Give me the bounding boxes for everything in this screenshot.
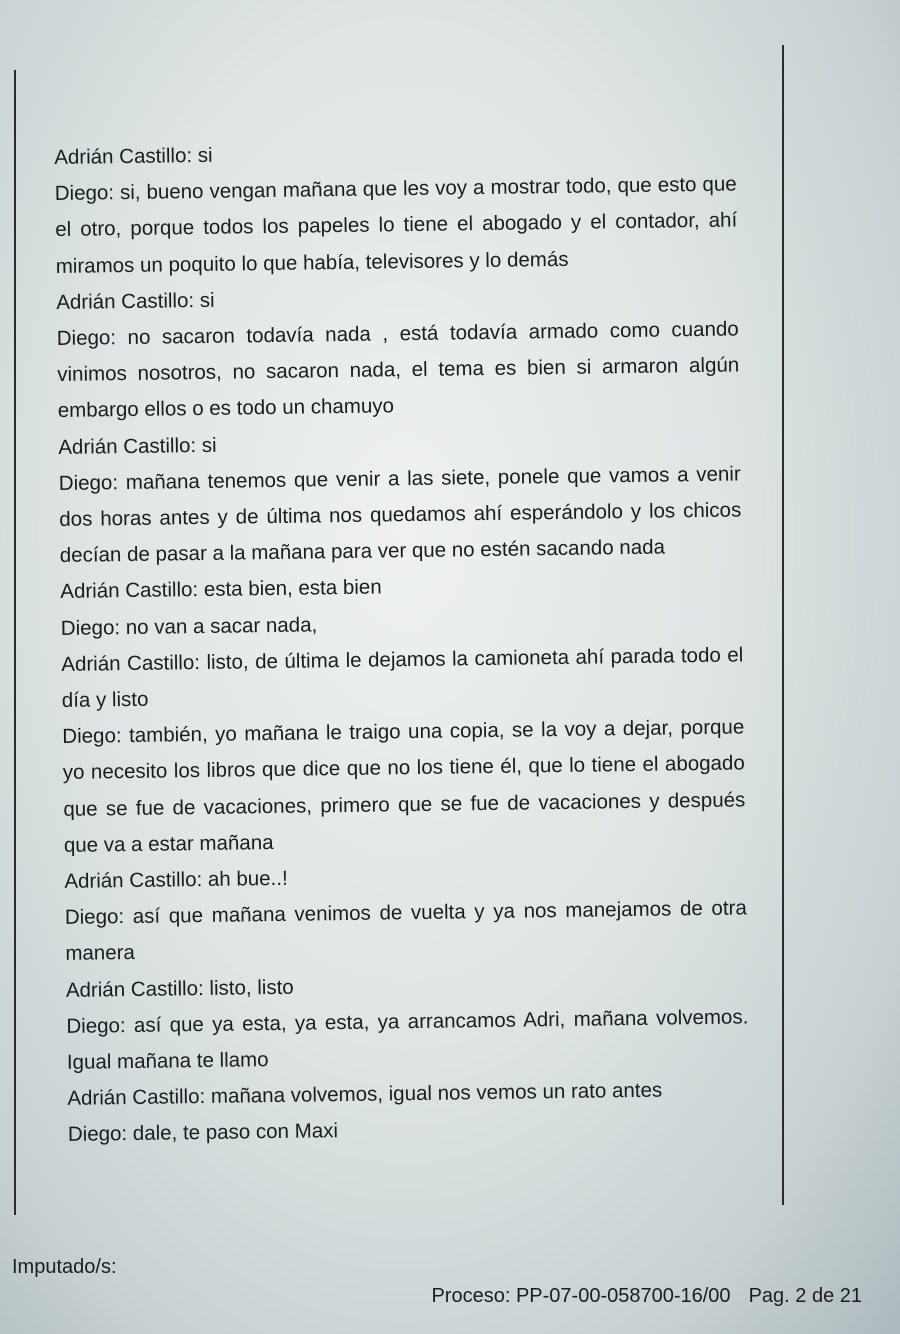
transcript-line: Diego: mañana tenemos que venir a las siete, ponele que vamos a venir dos horas antes y de última nos quedamos ahí esperándolo y los chicos decían de pasar a la mañana para ver que no estén sacando nada <box>58 462 742 568</box>
transcript-line: Adrián Castillo: listo, listo <box>65 975 294 1002</box>
left-margin-rule <box>14 70 16 1215</box>
page-number: Pag. 2 de 21 <box>748 1285 862 1307</box>
transcript-line: Diego: no van a sacar nada, <box>60 613 318 640</box>
imputados-label: Imputado/s: <box>12 1256 117 1278</box>
transcript-line: Diego: si, bueno vengan mañana que les voy a mostrar todo, que esto que el otro, porque todos los papeles lo tiene el abogado y el contador, ahí miramos un poquito lo que había, televisores y lo demás <box>54 172 738 278</box>
transcript-line: Diego: dale, te paso con Maxi <box>67 1119 339 1147</box>
transcript-line: Diego: así que mañana venimos de vuelta y ya nos manejamos de otra manera <box>64 896 747 966</box>
transcript-line: Diego: no sacaron todavía nada , está todavía armado como cuando vinimos nosotros, no sacaron nada, el tema es bien si armaron algún embargo ellos o es todo un chamuyo <box>56 317 740 423</box>
transcript-body <box>54 130 750 1153</box>
transcript-line: Adrián Castillo: mañana volvemos, igual nos vemos un rato antes <box>67 1078 663 1111</box>
transcript-line: Adrián Castillo: si <box>54 143 213 169</box>
right-margin-rule <box>782 45 784 1205</box>
transcript-line: Adrián Castillo: si <box>58 433 217 459</box>
transcript-line: Adrián Castillo: listo, de última le dejamos la camioneta ahí parada todo el día y listo <box>61 643 744 712</box>
transcript-line: Diego: también, yo mañana le traigo una copia, se la voy a dejar, porque yo necesito los libros que dice que no los tiene él, que lo tiene el abogado que se fue de vacaciones, primero que se fue de vacaciones y después que va a estar mañana <box>62 715 746 857</box>
transcript-line: Adrián Castillo: esta bien, esta bien <box>60 575 382 604</box>
proceso-number: Proceso: PP-07-00-058700-16/00 <box>431 1285 731 1307</box>
transcript-line: Adrián Castillo: si <box>56 288 215 314</box>
footer-reference <box>431 1285 862 1308</box>
transcript-line: Adrián Castillo: ah bue..! <box>64 866 288 893</box>
transcript-line: Diego: así que ya esta, ya esta, ya arrancamos Adri, mañana volvemos. Igual mañana te llamo <box>66 1005 749 1074</box>
